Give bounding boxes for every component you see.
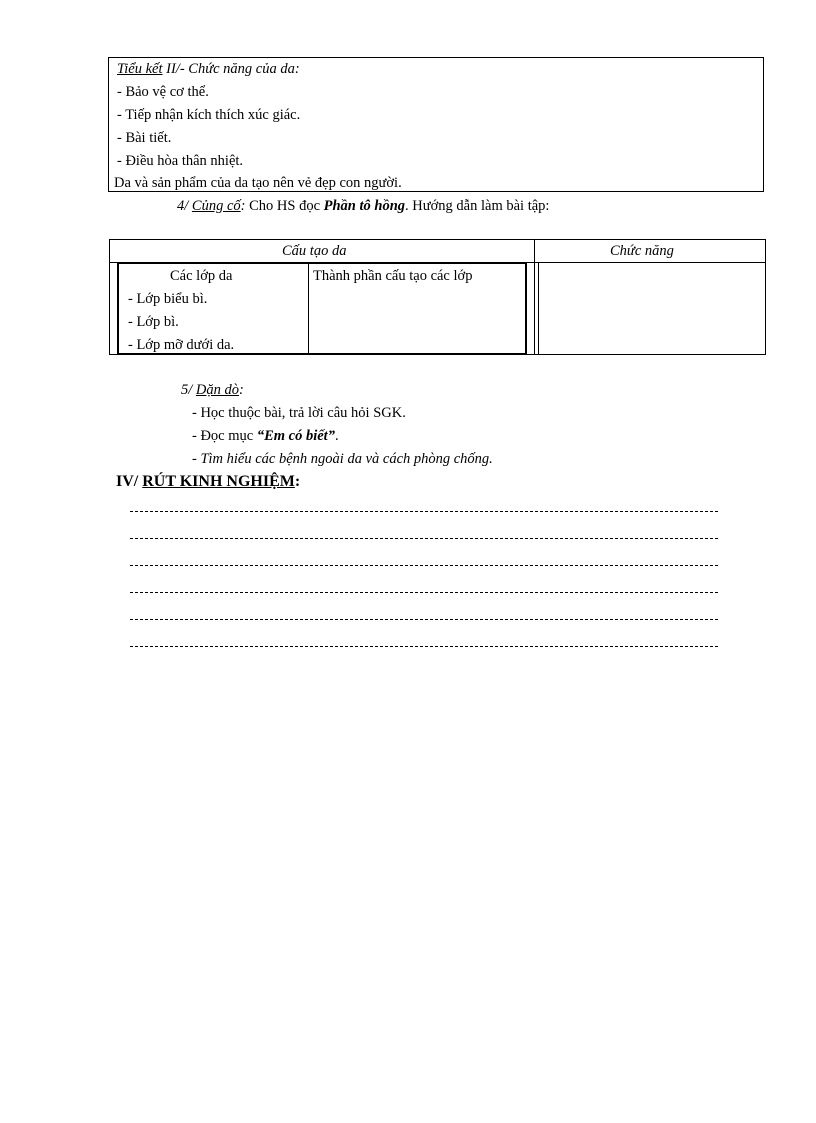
consolidation-emphasis: Phần tô hồng	[323, 198, 406, 214]
consolidation-heading	[177, 198, 549, 215]
layer-item: - Lớp bì.	[128, 314, 179, 330]
summary-line: - Bảo vệ cơ thể.	[117, 84, 209, 100]
table-column-divider	[538, 262, 539, 355]
blank-line	[130, 592, 718, 593]
blank-line	[130, 511, 718, 512]
summary-line: - Tiếp nhận kích thích xúc giác.	[117, 107, 301, 123]
consolidation-number: 4/	[177, 198, 192, 214]
table-column-divider	[534, 239, 535, 355]
homework-item	[192, 428, 339, 445]
homework-colon: :	[239, 382, 244, 398]
homework-heading	[181, 382, 244, 399]
homework-item2-after: .	[334, 428, 339, 444]
summary-title	[117, 60, 300, 78]
summary-line: - Điều hòa thân nhiệt.	[117, 153, 244, 169]
consolidation-title: Củng cố	[191, 198, 241, 214]
layers-header: Các lớp da	[170, 268, 233, 284]
summary-title-rest: II/- Chức năng của da:	[162, 61, 300, 77]
layer-item: - Lớp mỡ dưới da.	[128, 337, 235, 353]
consolidation-colon: :	[240, 198, 246, 214]
summary-box	[108, 57, 764, 192]
subtable-column-divider	[308, 262, 309, 355]
header-structure: Cấu tạo da	[282, 243, 347, 259]
homework-item2-text: - Đọc mục	[192, 428, 257, 444]
consolidation-text: Cho HS đọc	[245, 198, 324, 214]
homework-item: - Học thuộc bài, trả lời câu hỏi SGK.	[192, 405, 406, 421]
experience-title: RÚT KINH NGHIỆM	[142, 473, 295, 490]
summary-title-prefix: Tiểu kết	[117, 61, 163, 77]
summary-line: Da và sản phẩm của da tạo nên vẻ đẹp con người.	[114, 175, 402, 191]
homework-item2-emphasis: “Em có biết”	[256, 428, 335, 444]
blank-line	[130, 619, 718, 620]
consolidation-text-after: . Hướng dẫn làm bài tập:	[405, 198, 550, 214]
experience-heading	[116, 473, 300, 491]
experience-colon: :	[294, 473, 301, 490]
blank-line	[130, 565, 718, 566]
header-function: Chức năng	[610, 243, 674, 259]
summary-line: - Bài tiết.	[117, 130, 172, 146]
components-header: Thành phần cấu tạo các lớp	[313, 268, 473, 284]
homework-title: Dặn dò	[195, 382, 240, 398]
experience-number: IV/	[116, 473, 143, 490]
layer-item: - Lớp biểu bì.	[128, 291, 208, 307]
blank-line	[130, 538, 718, 539]
homework-number: 5/	[181, 382, 196, 398]
homework-item: - Tìm hiểu các bệnh ngoài da và cách phòng chống.	[192, 451, 493, 467]
blank-line	[130, 646, 718, 647]
